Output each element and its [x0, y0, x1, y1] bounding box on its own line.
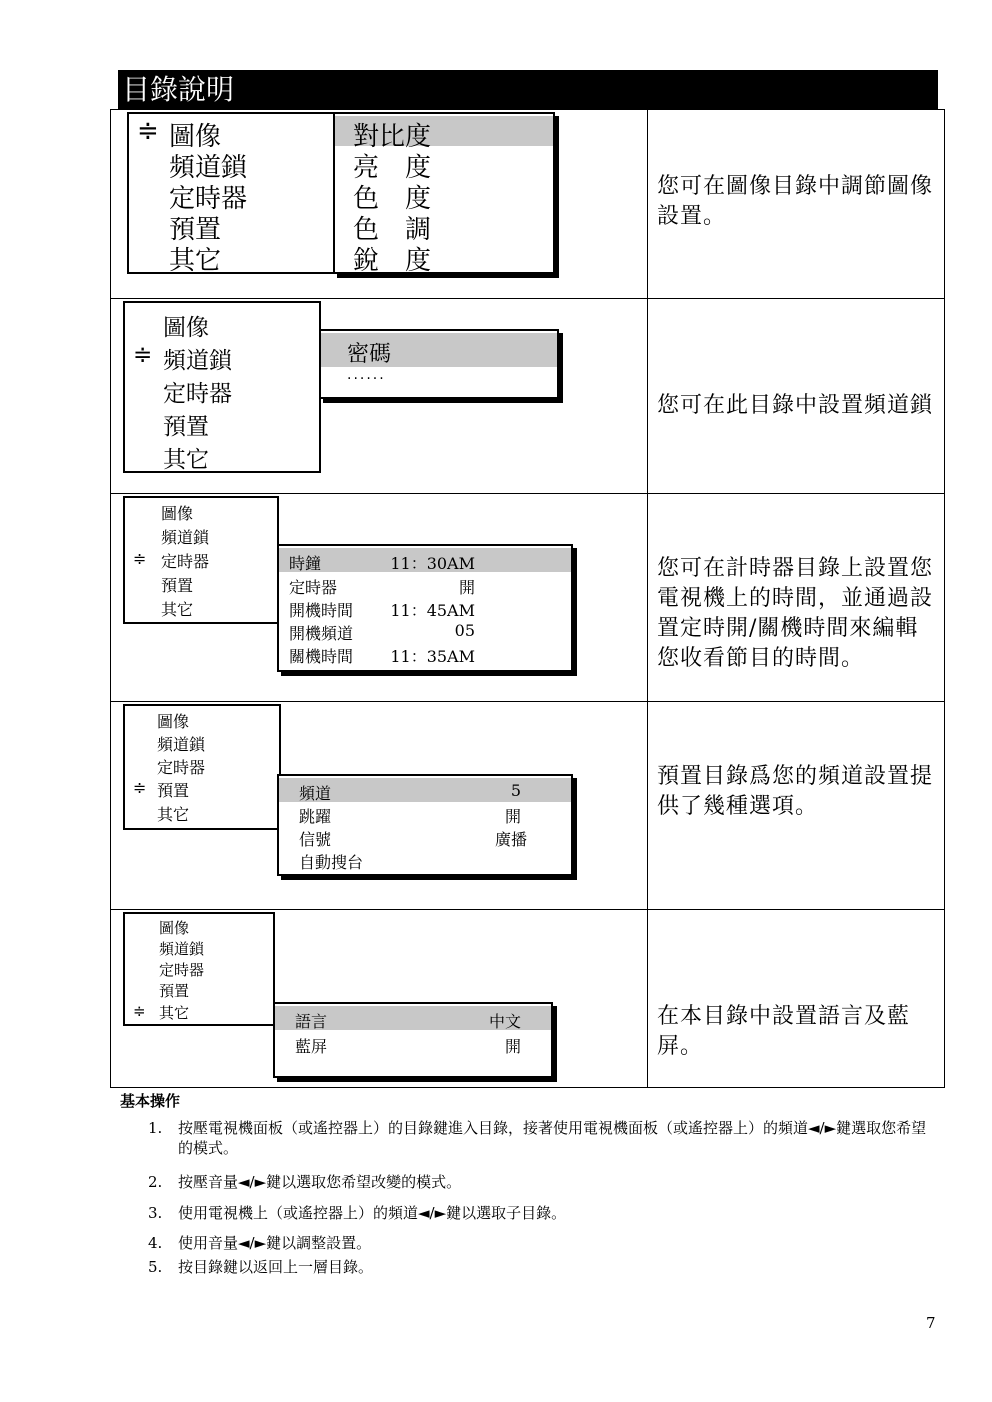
menu-item-channel-lock[interactable]: 頻道鎖 [169, 153, 248, 183]
menu-item-preset[interactable]: 預置 [159, 982, 190, 1000]
menu-item-other[interactable]: 其它 [169, 246, 222, 276]
menu-item-other[interactable]: 其它 [161, 600, 194, 619]
submenu-item-channel[interactable]: 頻道 [299, 784, 332, 803]
submenu-item-password-value[interactable]: ······ [347, 371, 386, 387]
menu-row-other [110, 909, 945, 1088]
submenu-item-on-channel[interactable]: 開機頻道 [289, 624, 354, 643]
menu-description: 預置目錄爲您的頻道設置提供了幾種選項。 [657, 764, 934, 819]
menu-item-timer[interactable]: 定時器 [157, 758, 206, 777]
submenu-item-signal[interactable]: 信號 [299, 830, 332, 849]
basic-operations-title: 基本操作 [120, 1092, 181, 1110]
submenu-item-on-time[interactable]: 開機時間 [289, 601, 354, 620]
submenu-item-clock[interactable]: 時鐘 [289, 554, 322, 573]
menu-item-channel-lock[interactable]: 頻道鎖 [163, 348, 232, 374]
submenu-item-off-time[interactable]: 關機時間 [289, 647, 354, 666]
menu-item-preset[interactable]: 預置 [163, 414, 209, 440]
menu-item-picture[interactable]: 圖像 [161, 504, 194, 523]
selector-icon: ≑ [133, 778, 147, 797]
submenu-item[interactable]: 銳 度 [353, 246, 432, 276]
main-menu [127, 112, 335, 274]
step-text: 按壓電視機面板（或遙控器上）的目錄鍵進入目錄，接著使用電視機面板（或遙控器上）的頻道◄/►鍵選取您希望的模式。 [178, 1119, 927, 1157]
submenu-item-skip[interactable]: 跳躍 [299, 807, 332, 826]
menu-description: 您可在此目錄中設置頻道鎖 [657, 393, 934, 418]
menu-item-preset[interactable]: 預置 [169, 215, 222, 245]
submenu-item[interactable]: 色 調 [353, 215, 432, 245]
menu-description: 您可在計時器目錄上設置您電視機上的時間，並通過設置定時開/關機時間來編輯您收看節目的時間。 [657, 556, 934, 671]
main-menu [123, 912, 275, 1026]
menu-item-preset[interactable]: 預置 [157, 781, 190, 800]
submenu-value-blue-screen: 開 [504, 1037, 521, 1056]
step-number: 5. [148, 1258, 163, 1276]
column-divider [647, 110, 648, 298]
submenu-item-auto-search[interactable]: 自動搜台 [299, 853, 364, 872]
submenu-value-timer: 開 [458, 578, 475, 597]
menu-item-other[interactable]: 其它 [159, 1004, 190, 1022]
menu-item-channel-lock[interactable]: 頻道鎖 [159, 940, 205, 958]
submenu-item-blue-screen[interactable]: 藍屏 [295, 1037, 328, 1056]
submenu-value-language: 中文 [488, 1012, 521, 1031]
submenu-item-timer[interactable]: 定時器 [289, 578, 338, 597]
step-text: 按壓音量◄/►鍵以選取您希望改變的模式。 [178, 1173, 462, 1191]
menu-row-channel-lock [110, 298, 945, 494]
menu-description: 您可在圖像目錄中調節圖像設置。 [657, 174, 934, 229]
menu-item-timer[interactable]: 定時器 [161, 552, 210, 571]
menu-item-channel-lock[interactable]: 頻道鎖 [157, 735, 206, 754]
submenu-value-on-time: 11：45AM [390, 601, 475, 620]
step-number: 1. [148, 1119, 163, 1137]
step-number: 2. [148, 1173, 163, 1191]
submenu [273, 1002, 553, 1078]
main-menu [123, 301, 321, 473]
menu-item-timer[interactable]: 定時器 [159, 961, 205, 979]
step-number: 4. [148, 1234, 163, 1252]
menu-item-picture[interactable]: 圖像 [159, 919, 190, 937]
menu-item-other[interactable]: 其它 [157, 805, 190, 824]
selector-icon: ≑ [133, 549, 147, 568]
column-divider [647, 910, 648, 1087]
menu-item-preset[interactable]: 預置 [161, 576, 194, 595]
menu-item-picture[interactable]: 圖像 [157, 712, 190, 731]
submenu-item-language[interactable]: 語言 [295, 1012, 328, 1031]
submenu-value-off-time: 11：35AM [390, 647, 475, 666]
menu-item-timer[interactable]: 定時器 [169, 184, 248, 214]
submenu [277, 544, 573, 672]
column-divider [647, 494, 648, 701]
step-text: 使用電視機上（或遙控器上）的頻道◄/►鍵以選取子目錄。 [178, 1204, 567, 1222]
column-divider [647, 702, 648, 909]
menu-item-channel-lock[interactable]: 頻道鎖 [161, 528, 210, 547]
selector-icon: ≑ [137, 116, 159, 146]
submenu-item[interactable]: 對比度 [353, 122, 432, 152]
section-header: 目錄說明 [118, 70, 938, 109]
menu-item-timer[interactable]: 定時器 [163, 381, 232, 407]
menu-row-preset [110, 701, 945, 910]
main-menu [123, 496, 279, 624]
selector-icon: ≑ [133, 342, 153, 368]
submenu-value-on-channel: 05 [454, 621, 475, 640]
menu-item-other[interactable]: 其它 [163, 447, 209, 473]
column-divider [647, 299, 648, 493]
menu-item-picture[interactable]: 圖像 [163, 315, 209, 341]
submenu [319, 329, 559, 399]
step-text: 使用音量◄/►鍵以調整設置。 [178, 1234, 372, 1252]
submenu-value-clock: 11：30AM [390, 554, 475, 573]
submenu [333, 112, 555, 274]
step-number: 3. [148, 1204, 163, 1222]
menu-row-timer [110, 493, 945, 702]
page-number: 7 [926, 1314, 936, 1332]
menu-description: 在本目錄中設置語言及藍屏。 [657, 1004, 911, 1059]
submenu-value-signal: 廣播 [494, 830, 527, 849]
submenu-value-channel: 5 [510, 781, 521, 800]
menu-item-picture[interactable]: 圖像 [169, 122, 222, 152]
step-text: 按目錄鍵以返回上一層目錄。 [178, 1258, 374, 1276]
main-menu [123, 704, 281, 830]
submenu [277, 774, 573, 876]
submenu-item[interactable]: 亮 度 [353, 153, 432, 183]
selector-icon: ≑ [133, 1002, 146, 1020]
submenu-item-password[interactable]: 密碼 [347, 342, 392, 367]
menu-row-picture [110, 109, 945, 299]
submenu-item[interactable]: 色 度 [353, 184, 432, 214]
submenu-value-skip: 開 [504, 807, 521, 826]
